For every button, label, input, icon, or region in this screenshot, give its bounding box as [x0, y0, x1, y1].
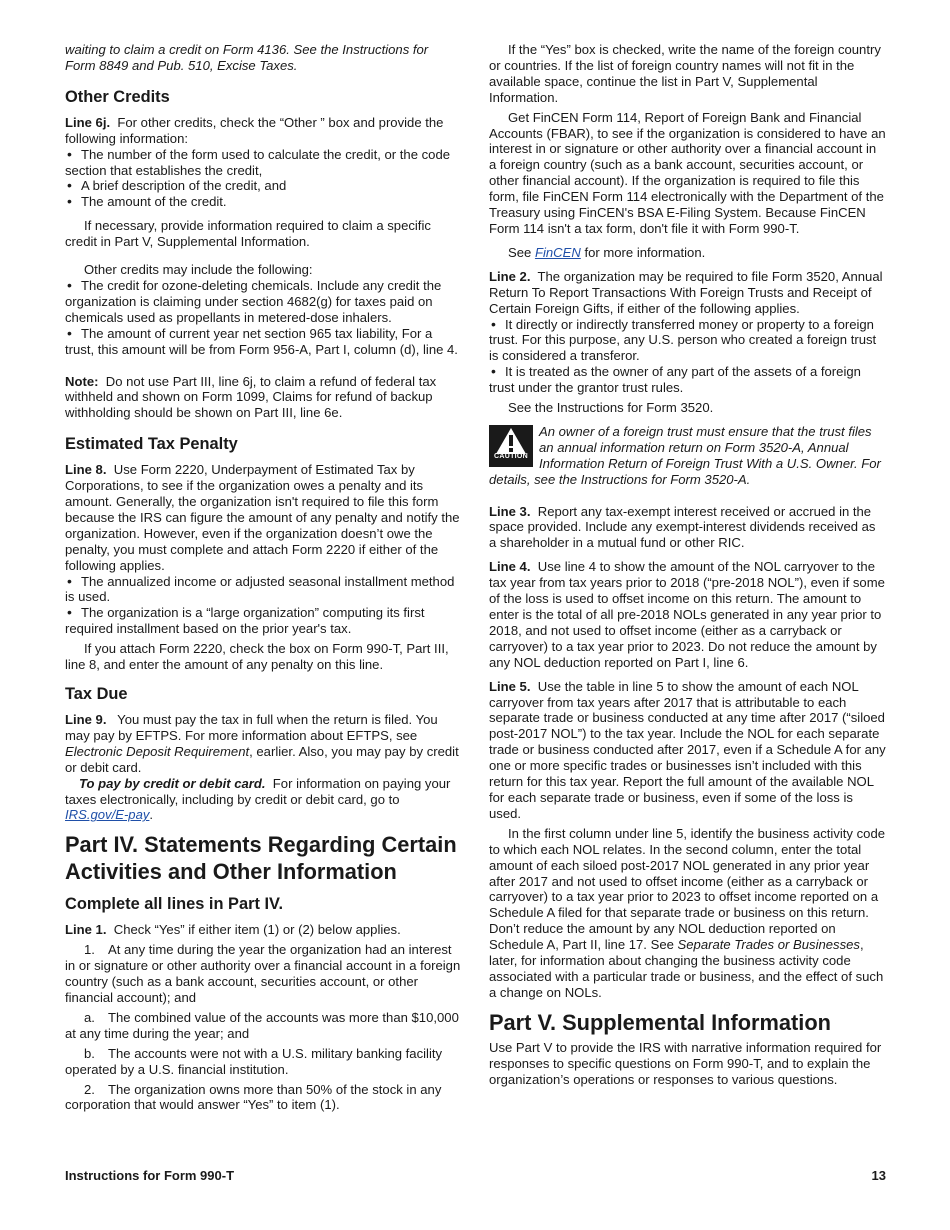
line-3-paragraph: Line 3. Report any tax-exempt interest received or accrued in the space provided. Include any exempt-interest dividends received as a shareholder in a mutual fund or other RIC. [489, 503, 876, 551]
caution-box [489, 424, 886, 488]
list-item: • It is treated as the owner of any part of the assets of a foreign trust under the grantor trust rules. [489, 364, 886, 396]
paragraph: If the “Yes” box is checked, write the name of the foreign country or countries. If the list of foreign country names will not fit in the available space, continue the list in Part V, Supplemental Information. [489, 42, 881, 105]
footer-title: Instructions for Form 990-T [65, 1168, 235, 1183]
pay-by-card-paragraph: To pay by credit or debit card. For information on paying your taxes electronically, including by credit or debit card, go to IRS.gov/E-pay. [65, 775, 451, 823]
paragraph: Other credits may include the following: [84, 262, 313, 278]
fincen-link[interactable]: FinCEN [534, 244, 581, 260]
fincen-see-paragraph: See FinCEN for more information. [508, 244, 706, 260]
line-8-paragraph: Line 8. Use Form 2220, Underpayment of Estimated Tax by Corporations, to see if the organization owes a penalty and its amount. Generally, the organization isn't required to file this form because the IRS can figure the amount of any penalty and notify the organization. However, even if the organization doesn’t owe the penalty, you must complete and attach Form 2220 if either of the following applies. [65, 462, 460, 573]
left-column [65, 42, 461, 1121]
irs-epay-link[interactable]: IRS.gov/E-pay [65, 807, 150, 823]
list-item: • The annualized income or adjusted seasonal installment method is used. [65, 574, 461, 606]
paragraph: If necessary, provide information required to claim a specific credit in Part V, Supplemental Information. [65, 218, 431, 250]
part-v-heading: Part V. Supplemental Information [489, 1009, 831, 1035]
list-item: • The organization is a “large organization” computing its first required installment based on the prior year's tax. [65, 605, 461, 637]
paragraph: Use Part V to provide the IRS with narrative information required for responses to specific questions on Form 990-T, and to explain the organization’s operations or responses to various questions. [489, 1039, 882, 1087]
right-column [489, 42, 886, 1095]
item-b: b. The accounts were not with a U.S. military banking facility operated by a U.S. financial institution. [65, 1045, 443, 1077]
part-iv-heading: Part IV. Statements Regarding Certain Activities and Other Information [65, 832, 457, 885]
list-item: • The amount of the credit. [65, 194, 461, 210]
caution-text: An owner of a foreign trust must ensure that the trust files an annual information return on Form 3520-A, Annual Information Return of Foreign Trust With a U.S. Owner. For details, see the Instructions for Form 3520-A. [489, 423, 881, 487]
paragraph: Get FinCEN Form 114, Report of Foreign Bank and Financial Accounts (FBAR), to see if the organization is considered to have an interest in or signature or other authority over a financial account in a foreign country (such as a bank account, securities account, or other financial account). If the organization is required to file this form, file FinCEN Form 114 electronically with the Department of the Treasury using FinCEN's BSA E-Filing System. Because FinCEN Form 114 isn't a tax form, don't file it with Form 990-T. [489, 109, 886, 236]
item-1: 1. At any time during the year the organization had an interest in or signature or other authority over a financial account in a foreign country (such as a bank account, securities account, or other financial account); and [65, 942, 461, 1005]
other-credits-heading: Other Credits [65, 87, 170, 106]
list-item: • The number of the form used to calculate the credit, or the code section that establishes the credit, [65, 147, 461, 179]
estimated-tax-penalty-heading: Estimated Tax Penalty [65, 435, 238, 454]
paragraph: See the Instructions for Form 3520. [508, 400, 714, 416]
line-9-paragraph: Line 9. You must pay the tax in full when the return is filed. You may pay by EFTPS. For more information about EFTPS, see Electronic Deposit Requirement, earlier. Also, you may pay by credit or debit card. [65, 712, 459, 775]
list-item: • A brief description of the credit, and [65, 178, 461, 194]
list-item: • The credit for ozone-deleting chemicals. Include any credit the organization is claiming under section 4682(g) for taxes paid on chemicals used as propellants in metered-dose inhalers. [65, 278, 461, 326]
item-2: 2. The organization owns more than 50% of the stock in any corporation that would answer “Yes” to item (1). [65, 1081, 442, 1113]
page-number: 13 [871, 1168, 886, 1183]
caution-label: CAUTION [494, 453, 528, 461]
line-2-paragraph: Line 2. The organization may be required to file Form 3520, Annual Return To Report Transactions With Foreign Trusts and Receipt of Certain Foreign Gifts, if either of the following applies. [489, 268, 883, 316]
note-paragraph: Note: Do not use Part III, line 6j, to claim a refund of federal tax withheld and shown on Form 1099, Claims for refund of backup withholding should be shown on Part III, line 6e. [65, 373, 437, 421]
intro-text: waiting to claim a credit on Form 4136. See the Instructions for Form 8849 and Pub. 510, Excise Taxes. [65, 42, 429, 73]
line-6j-paragraph: Line 6j. For other credits, check the “Other ” box and provide the following information: [65, 114, 444, 146]
item-a: a. The combined value of the accounts was more than $10,000 at any time during the year; and [65, 1009, 459, 1041]
tax-due-heading: Tax Due [65, 685, 128, 703]
paragraph: If you attach Form 2220, check the box on Form 990-T, Part III, line 8, and enter the amount of any penalty on this line. [65, 641, 449, 673]
line-4-paragraph: Line 4. Use line 4 to show the amount of the NOL carryover to the tax year from tax years prior to 2018 (“pre-2018 NOL”), even if some of the loss is used to offset income on this return. The amount to enter is the total of all pre-2018 NOLs generated in any year prior to 2018, and not used to offset income (either as a carryback or carryover) to a tax year prior to 2023. Do not reduce the amount by any NOL deduction reported on Part I, line 6. [489, 559, 885, 670]
list-item: • It directly or indirectly transferred money or property to a foreign trust. For this purpose, any U.S. person who created a foreign trust is considered a transferor. [489, 317, 886, 365]
caution-icon [489, 425, 533, 467]
line-1-paragraph: Line 1. Check “Yes” if either item (1) or (2) below applies. [65, 922, 401, 938]
complete-all-lines-heading: Complete all lines in Part IV. [65, 895, 284, 914]
list-item: • The amount of current year net section 965 tax liability, For a trust, this amount will be from Form 956-A, Part I, column (d), line 4. [65, 326, 461, 358]
paragraph: In the first column under line 5, identify the business activity code to which each NOL relates. In the second column, enter the total amount of each siloed post-2017 NOL generated in any prior year after 2017 and not used to offset income (either as a carryback or carryover) to a tax year prior to 2023 to offset income reported on a Schedule A filed for that separate trade or business on this return. Don’t reduce the amount by any NOL deduction reported on Schedule A, Part II, line 17. See Separate Trades or Businesses, later, for information about changing the business activity code associated with a particular trade or business, and the effect of such a change on NOLs. [489, 825, 886, 1000]
line-5-paragraph: Line 5. Use the table in line 5 to show the amount of each NOL carryover from tax years after 2017 that is attributable to each separate trade or business conducted at any time after 2017 (“siloed post-2017 NOL”) to the tax year. Include the NOL for each separate trade or business conducted after 2017, even if a Schedule A for any one or more specific trades or businesses isn’t included with this return for this tax year. Report the full amount of the available NOL for each separate trade or business, even if some of the loss is used. [489, 678, 886, 821]
